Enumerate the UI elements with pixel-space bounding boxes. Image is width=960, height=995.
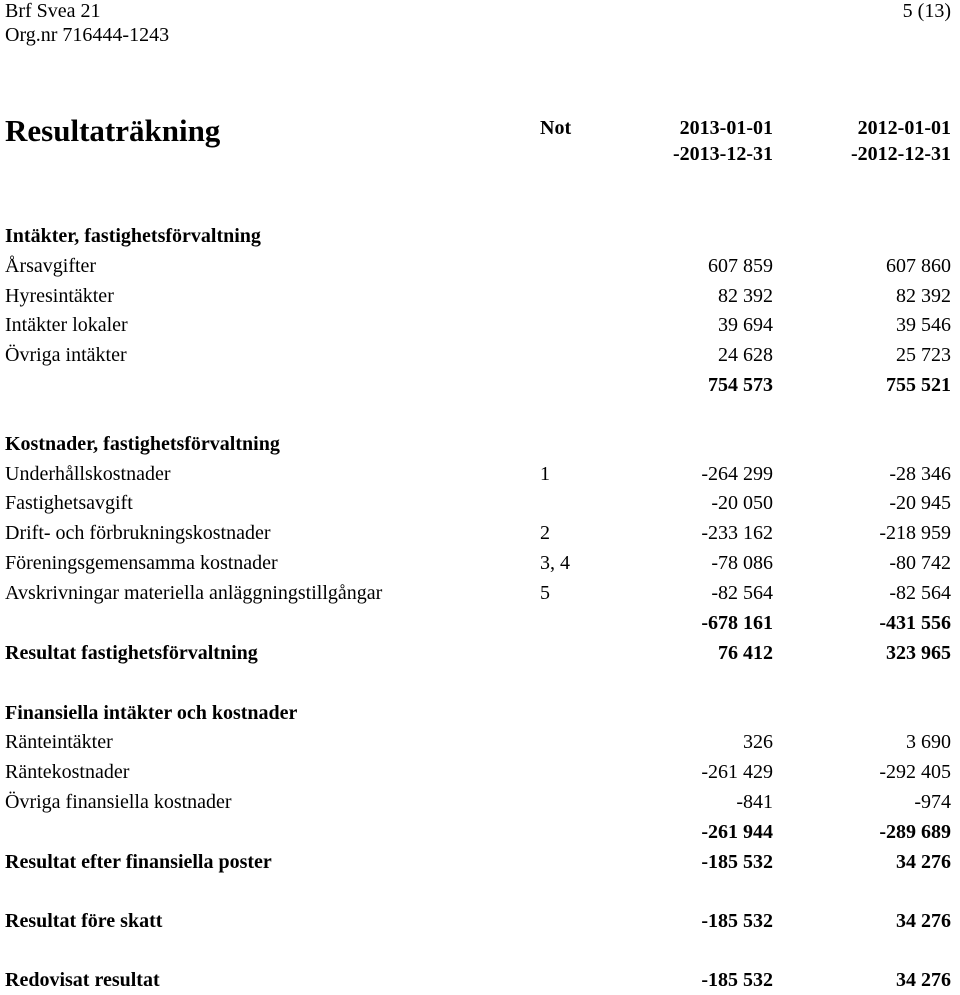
table-row [0, 310, 960, 340]
row-label: Redovisat resultat [5, 969, 160, 991]
note-reference: 1 [540, 463, 550, 485]
prior-period-end: -2012-12-31 [851, 143, 951, 165]
row-label: Föreningsgemensamma kostnader [5, 552, 278, 574]
row-label: Intäkter, fastighetsförvaltning [5, 225, 261, 247]
section-heading-costs [0, 429, 960, 459]
total-row-before-tax [0, 906, 960, 936]
current-year-value: -261 429 [701, 761, 773, 783]
current-year-value: -841 [736, 791, 773, 813]
note-reference: 3, 4 [540, 552, 570, 574]
prior-year-value: 34 276 [896, 969, 951, 991]
row-label: Resultat fastighetsförvaltning [5, 642, 258, 664]
table-row [0, 787, 960, 817]
current-period-start: 2013-01-01 [679, 117, 773, 139]
subtotal-row-costs [0, 608, 960, 638]
prior-year-value: -974 [914, 791, 951, 813]
prior-year-value: 755 521 [886, 374, 951, 396]
subtotal-row-revenue [0, 370, 960, 400]
table-row [0, 727, 960, 757]
table-row [0, 340, 960, 370]
table-row [0, 757, 960, 787]
table-row [0, 578, 960, 608]
current-year-value: -678 161 [701, 612, 773, 634]
row-label: Intäkter lokaler [5, 314, 128, 336]
row-label: Drift- och förbrukningskostnader [5, 522, 271, 544]
table-row [0, 251, 960, 281]
prior-year-value: -80 742 [889, 552, 951, 574]
prior-year-value: 39 546 [896, 314, 951, 336]
subtotal-row-financial [0, 817, 960, 847]
row-label: Övriga finansiella kostnader [5, 791, 232, 813]
prior-year-value: -292 405 [879, 761, 951, 783]
row-label: Räntekostnader [5, 761, 130, 783]
row-label: Resultat före skatt [5, 910, 163, 932]
row-label: Ränteintäkter [5, 731, 113, 753]
current-year-value: 326 [743, 731, 773, 753]
table-row [0, 488, 960, 518]
current-year-value: 39 694 [718, 314, 773, 336]
prior-year-value: -28 346 [889, 463, 951, 485]
table-row [0, 518, 960, 548]
current-year-value: -185 532 [701, 851, 773, 873]
prior-year-value: 34 276 [896, 910, 951, 932]
current-year-value: -233 162 [701, 522, 773, 544]
row-label: Övriga intäkter [5, 344, 127, 366]
row-label: Underhållskostnader [5, 463, 171, 485]
prior-year-value: 34 276 [896, 851, 951, 873]
row-label: Avskrivningar materiella anläggningstillgångar [5, 582, 383, 604]
current-year-value: -264 299 [701, 463, 773, 485]
organization-number: Org.nr 716444-1243 [5, 24, 170, 46]
section-heading-revenue [0, 221, 960, 251]
current-year-value: 76 412 [718, 642, 773, 664]
row-label: Resultat efter finansiella poster [5, 851, 272, 873]
page-title: Resultaträkning [5, 113, 221, 148]
row-label: Hyresintäkter [5, 285, 114, 307]
prior-year-value: 607 860 [886, 255, 951, 277]
current-year-value: -78 086 [711, 552, 773, 574]
current-year-value: 24 628 [718, 344, 773, 366]
current-year-value: 754 573 [708, 374, 773, 396]
current-year-value: -82 564 [711, 582, 773, 604]
note-column-header: Not [540, 117, 572, 139]
note-reference: 2 [540, 522, 550, 544]
prior-year-value: 25 723 [896, 344, 951, 366]
prior-year-value: -289 689 [879, 821, 951, 843]
prior-year-value: -20 945 [889, 492, 951, 514]
total-row-operating-result [0, 638, 960, 668]
current-year-value: -20 050 [711, 492, 773, 514]
table-row [0, 281, 960, 311]
current-year-value: -185 532 [701, 969, 773, 991]
current-year-value: -185 532 [701, 910, 773, 932]
prior-year-value: 3 690 [906, 731, 951, 753]
prior-year-value: -82 564 [889, 582, 951, 604]
note-reference: 5 [540, 582, 550, 604]
organization-name: Brf Svea 21 [5, 0, 101, 22]
section-heading-financial [0, 698, 960, 728]
row-label: Kostnader, fastighetsförvaltning [5, 433, 280, 455]
prior-year-value: -218 959 [879, 522, 951, 544]
table-row [0, 459, 960, 489]
prior-year-value: 323 965 [886, 642, 951, 664]
page-number: 5 (13) [902, 0, 951, 22]
row-label: Fastighetsavgift [5, 492, 133, 514]
total-row-after-financial [0, 847, 960, 877]
current-period-end: -2013-12-31 [673, 143, 773, 165]
prior-year-value: 82 392 [896, 285, 951, 307]
table-row [0, 548, 960, 578]
current-year-value: 607 859 [708, 255, 773, 277]
prior-period-start: 2012-01-01 [857, 117, 951, 139]
row-label: Årsavgifter [5, 255, 97, 277]
current-year-value: 82 392 [718, 285, 773, 307]
prior-year-value: -431 556 [879, 612, 951, 634]
row-label: Finansiella intäkter och kostnader [5, 702, 298, 724]
total-row-reported-result [0, 965, 960, 995]
current-year-value: -261 944 [701, 821, 773, 843]
